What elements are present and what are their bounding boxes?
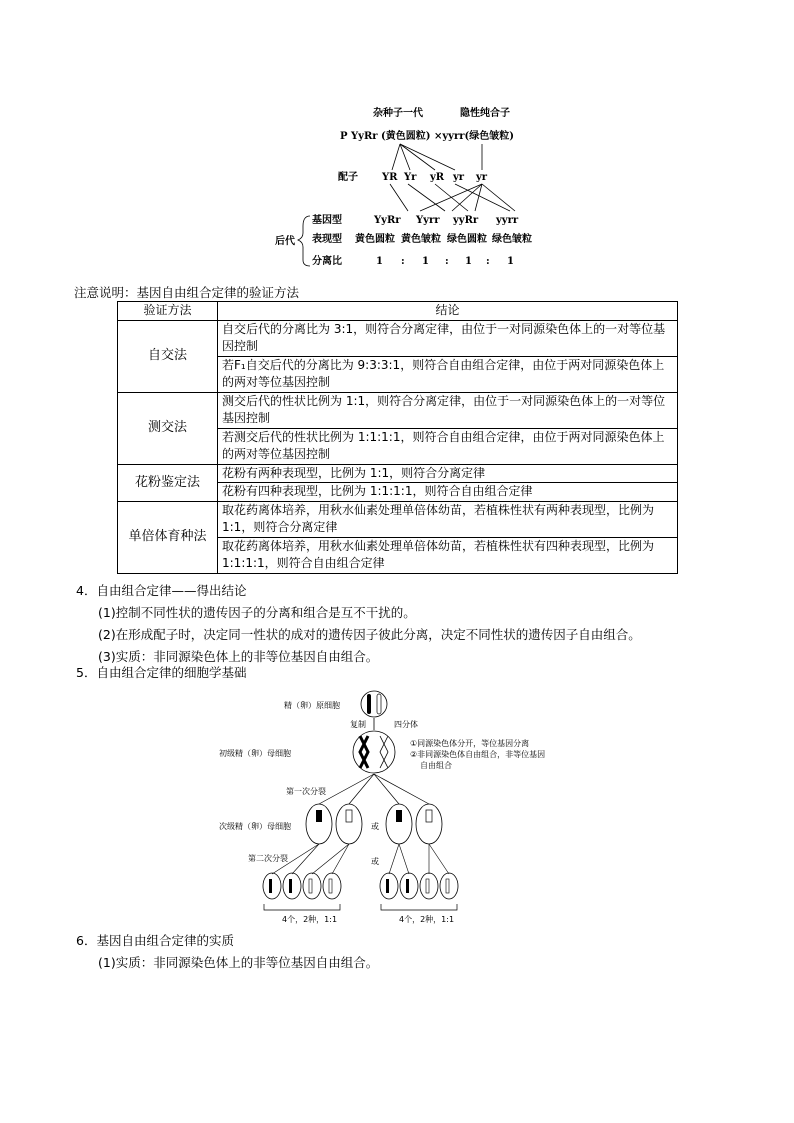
label-first-division: 第一次分裂: [286, 787, 326, 796]
verification-table: [117, 301, 678, 574]
second-division-arrows: [272, 844, 449, 874]
dihybrid-testcross-diagram: [270, 98, 570, 278]
genotype-1: YyRr: [374, 215, 401, 226]
offspring-label: 后代: [275, 236, 295, 247]
section-6-item-1: (1)实质：非同源染色体上的非等位基因自由组合。: [98, 955, 379, 970]
phenotype-row-label: 表现型: [312, 234, 342, 245]
phenotype-2: 黄色皱粒: [401, 234, 441, 245]
origin-chromosomes: [367, 694, 381, 714]
origin-cell: [361, 691, 387, 717]
gamete-3: yR: [430, 172, 445, 183]
label-or-1: 或: [371, 822, 379, 831]
label-copy: 复制: [350, 720, 366, 729]
table-header-row: [118, 302, 678, 321]
primary-chromosomes: [360, 736, 388, 768]
offspring-brace: [298, 216, 310, 266]
conclusion-cell: 若F₁自交后代的分离比为 9:3:3:1，则符合自由组合定律，由位于两对同源染色体上的两对等位基因控制: [218, 356, 678, 392]
gamete-1: YR: [382, 172, 398, 183]
conclusion-cell: 取花药离体培养，用秋水仙素处理单倍体幼苗，若植株性状有两种表现型，比例为 1:1，则符合分离定律: [218, 501, 678, 537]
genotype-2: Yyrr: [416, 215, 440, 226]
section-4-title: 4．自由组合定律——得出结论: [76, 583, 247, 598]
genotype-3: yyRr: [453, 215, 479, 226]
ratio-sep-2: :: [445, 256, 449, 267]
conclusion-cell: 花粉有四种表现型，比例为 1:1:1:1，则符合自由组合定律: [218, 483, 678, 502]
gamete-4: yr: [453, 172, 465, 183]
gamete-2: Yr: [404, 172, 417, 183]
method-pollen: 花粉鉴定法: [118, 464, 218, 501]
method-testcross: 测交法: [118, 392, 218, 464]
parents-line: P YyRr (黄色圆粒) ×yyrr(绿色皱粒): [340, 131, 514, 142]
ratio-2: 1: [422, 256, 429, 267]
phenotype-4: 绿色皱粒: [492, 234, 532, 245]
section-4-item-2: (2)在形成配子时，决定同一性状的成对的遗传因子彼此分离，决定不同性状的遗传因子自由组合。: [98, 627, 641, 642]
label-secondary-cell: 次级精（卵）母细胞: [219, 822, 291, 831]
gamete-5: yr: [476, 172, 488, 183]
table-row: [118, 320, 678, 356]
table-row: [118, 501, 678, 537]
conclusion-cell: 若测交后代的性状比例为 1:1:1:1，则符合自由组合定律，由位于两对同源染色体上的两对等位基因控制: [218, 428, 678, 464]
ratio-1: 1: [376, 256, 383, 267]
summary-left: 4个，2种，1:1: [282, 915, 338, 924]
recessive-heading: 隐性纯合子: [460, 108, 510, 119]
ratio-sep-3: :: [486, 256, 490, 267]
conclusion-cell: 取花药离体培养，用秋水仙素处理单倍体幼苗，若植株性状有四种表现型，比例为 1:1:1:1，则符合自由组合定律: [218, 537, 678, 573]
ratio-sep-1: :: [401, 256, 405, 267]
ratio-row-label: 分离比: [312, 256, 342, 267]
header-method: 验证方法: [118, 302, 218, 321]
note-title: 注意说明：基因自由组合定律的验证方法: [74, 285, 300, 300]
conclusion-cell: 测交后代的性状比例为 1:1，则符合分离定律，由位于一对同源染色体上的一对等位基因控制: [218, 392, 678, 428]
note-1: ①同源染色体分开，等位基因分离: [410, 739, 530, 748]
phenotype-3: 绿色圆粒: [447, 234, 487, 245]
gamete-cells: [263, 873, 458, 899]
label-or-2: 或: [371, 857, 379, 866]
note-2: ②非同源染色体自由组合，非等位基因: [410, 750, 546, 759]
first-division-arrows: [319, 774, 429, 804]
method-selfing: 自交法: [118, 320, 218, 392]
hybrid-heading: 杂种子一代: [373, 108, 423, 119]
genotype-4: yyrr: [496, 215, 519, 226]
label-origin-cell: 精（卵）原细胞: [284, 701, 340, 710]
gamete-label: 配子: [338, 172, 358, 183]
label-tetrad: 四分体: [394, 720, 418, 729]
ratio-4: 1: [507, 256, 514, 267]
section-4-item-1: (1)控制不同性状的遗传因子的分离和组合是互不干扰的。: [98, 605, 416, 620]
section-6-title: 6．基因自由组合定律的实质: [76, 933, 234, 948]
summary-right: 4个，2种，1:1: [399, 915, 455, 924]
phenotype-1: 黄色圆粒: [355, 234, 395, 245]
conclusion-cell: 花粉有两种表现型，比例为 1:1，则符合分离定律: [218, 464, 678, 483]
label-second-division: 第二次分裂: [248, 854, 288, 863]
table-row: [118, 464, 678, 483]
table-row: [118, 392, 678, 428]
genotype-row-label: 基因型: [312, 215, 342, 226]
section-4: [76, 580, 756, 668]
section-6: [76, 930, 756, 974]
section-4-item-3: (3)实质：非同源染色体上的非等位基因自由组合。: [98, 649, 379, 664]
meiosis-diagram: [214, 684, 546, 926]
ratio-3: 1: [465, 256, 472, 267]
bracket-left: [264, 904, 340, 910]
label-primary-cell: 初级精（卵）母细胞: [219, 749, 291, 758]
note-2-cont: 自由组合: [420, 761, 452, 770]
conclusion-cell: 自交后代的分离比为 3:1，则符合分离定律，由位于一对同源染色体上的一对等位基因控制: [218, 320, 678, 356]
method-haploid: 单倍体育种法: [118, 501, 218, 573]
section-5-title: 5．自由组合定律的细胞学基础: [76, 665, 247, 680]
bracket-right: [381, 904, 457, 910]
header-conclusion: 结论: [218, 302, 678, 321]
